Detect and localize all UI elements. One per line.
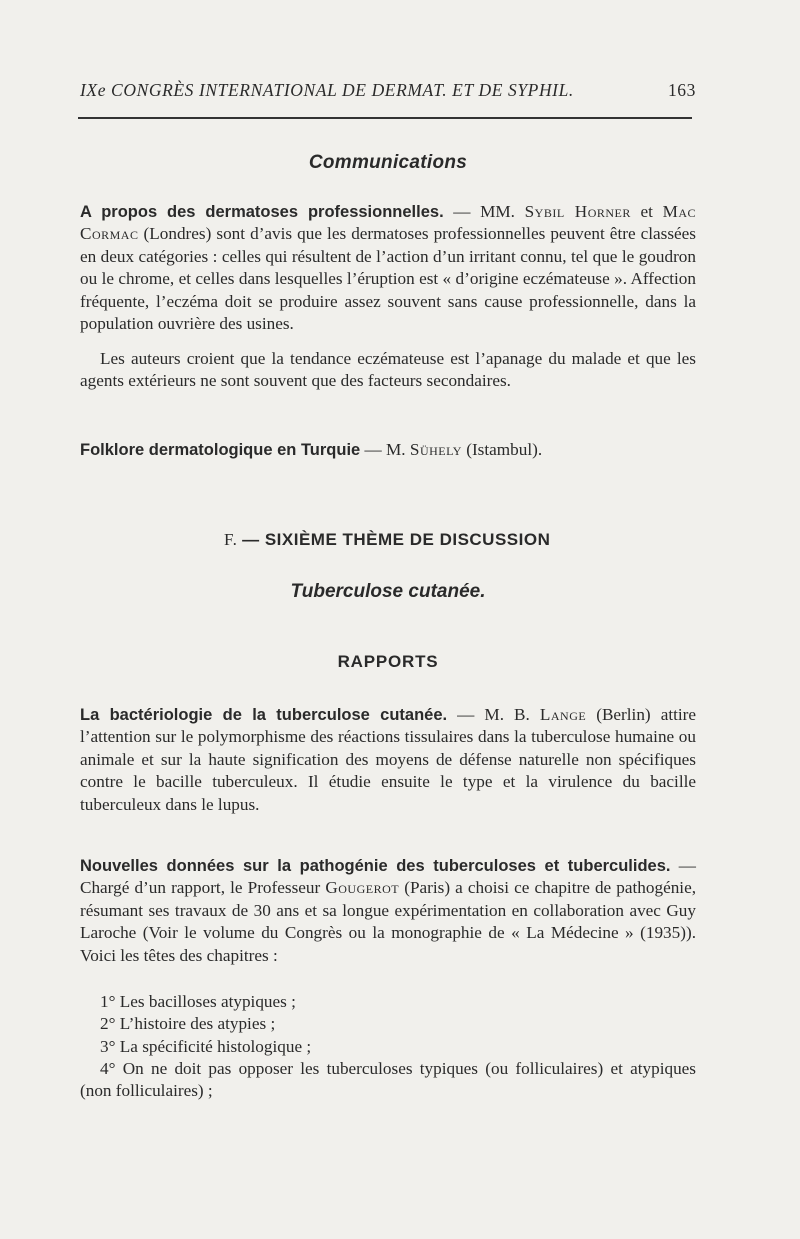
paragraph-title: La bactériologie de la tuberculose cutanée. xyxy=(80,706,448,724)
paragraph-body: (Istambul). xyxy=(461,440,543,459)
dash: — MM. xyxy=(443,202,525,221)
paragraph-dermatoses xyxy=(80,201,696,335)
paragraph-title: Folklore dermatologique en Turquie xyxy=(80,441,361,459)
author-name: Gougerot xyxy=(325,878,400,898)
theme-letter: F. xyxy=(224,530,243,549)
author-name: Sybil Horner xyxy=(524,202,631,221)
paragraph-bacteriologie xyxy=(80,704,696,816)
section-heading-communications: Communications xyxy=(308,152,468,173)
author-name: Mac Cormac xyxy=(80,202,697,244)
paragraph-body: (Londres) sont d’avis que les dermatoses professionnelles peuvent être classées en deux catégories : celles qui résultent de l’action d’un irritant connu, tel que le goudron ou le chrome, et celles dans lesquelles l’éruption est « d’origine eczémateuse ». Affection fréquente, l’eczéma doit se produire assez souvent sans cause professionnelle, dans la population ouvrière des usines. xyxy=(80,224,696,334)
dash: — M. B. xyxy=(447,705,540,724)
conjunction: et xyxy=(630,202,663,221)
paragraph-title: Nouvelles données sur la pathogénie des tuberculoses et tuberculides. xyxy=(80,857,671,875)
theme-title: — SIXIÈME THÈME DE DISCUSSION xyxy=(242,530,551,549)
theme-subheading: Tuberculose cutanée. xyxy=(290,581,486,602)
rapports-heading: RAPPORTS xyxy=(337,652,439,671)
list-item: 2° L’histoire des atypies ; xyxy=(100,1014,276,1033)
paragraph-folklore xyxy=(80,439,696,461)
list-item: 3° La spécificité histologique ; xyxy=(100,1037,312,1056)
paragraph-body: (Berlin) attire l’attention sur le polymorphisme des réactions tissulaires dans la tuberculose humaine ou animale et sur la haute signification des moyens de défense naturelle non spécifiques contre le bacille tuberculeux. Il étudie ensuite le type et la virulence du bacille tuberculeux dans le lupus. xyxy=(80,705,697,814)
paragraph-body: (Paris) a choisi ce chapitre de pathogénie, résumant ses travaux de 30 ans et sa longue expérimentation en collaboration avec Guy Laroche (Voir le volume du Congrès ou la monographie de « La Médecine » (1935)). Voici les têtes des chapitres : xyxy=(80,878,696,965)
author-name: Lange xyxy=(539,705,587,724)
running-title: IXe CONGRÈS INTERNATIONAL DE DERMAT. ET DE SYPHIL. xyxy=(80,80,574,100)
dash: — Chargé d’un rapport, le Professeur xyxy=(80,856,696,898)
header-rule xyxy=(78,117,692,119)
dash: — M. xyxy=(360,440,410,459)
paragraph-title: A propos des dermatoses professionnelles. xyxy=(80,203,444,221)
running-head xyxy=(80,80,696,101)
paragraph-pathogenie xyxy=(80,855,696,967)
page-number: 163 xyxy=(667,80,696,100)
theme-heading xyxy=(224,530,550,550)
list-item: 1° Les bacilloses atypiques ; xyxy=(100,992,296,1011)
list-item: 4° On ne doit pas opposer les tuberculoses typiques (ou folliculaires) et atypiques (non folliculaires) ; xyxy=(80,1059,696,1101)
author-name: Sühely xyxy=(409,440,462,459)
paragraph-auteurs: Les auteurs croient que la tendance eczémateuse est l’apanage du malade et que les agents extérieurs ne sont souvent que des facteurs secondaires. xyxy=(80,349,696,391)
